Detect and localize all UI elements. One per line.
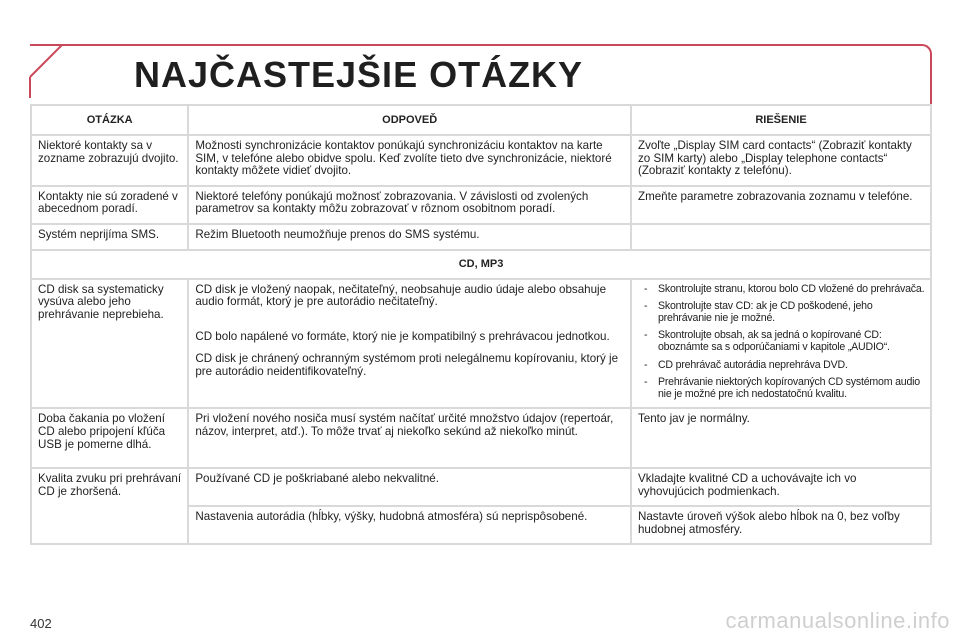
header-solution: RIEŠENIE <box>631 105 931 135</box>
table-row <box>31 468 931 506</box>
answer-paragraph: CD bolo napálené vo formáte, ktorý nie je kompatibilný s prehrávacou jednotkou. <box>195 329 610 343</box>
solution-cell: Zvoľte „Display SIM card contacts“ (Zobraziť kontakty zo SIM karty) alebo „Display telephone contacts“ (Zobraziť kontakty z telefónu). <box>631 135 931 186</box>
page-title: NAJČASTEJŠIE OTÁZKY <box>134 54 584 95</box>
table-row <box>31 279 931 409</box>
page-number: 402 <box>30 616 52 631</box>
question-cell: Kvalita zvuku pri prehrávaní CD je zhoršená. <box>31 468 188 544</box>
table-row <box>31 135 931 186</box>
question-cell: Kontakty nie sú zoradené v abecednom poradí. <box>31 186 188 224</box>
table-header-row <box>31 105 931 135</box>
answer-cell <box>188 279 631 409</box>
list-item: - Skontrolujte stav CD: ak je CD poškodené, jeho prehrávanie nie je možné. <box>638 301 925 324</box>
question-cell: Systém neprijíma SMS. <box>31 224 188 250</box>
watermark: carmanualsonline.info <box>725 608 950 633</box>
answer-cell: Niektoré telefóny ponúkajú možnosť zobrazovania. V závislosti od zvolených parametrov sa kontakty môžu zobrazovať v rôznom osobitnom poradí. <box>188 186 631 224</box>
faq-table <box>30 104 932 545</box>
answer-cell: Režim Bluetooth neumožňuje prenos do SMS systému. <box>188 224 631 250</box>
section-row-cd-mp3 <box>31 250 931 279</box>
header-question: OTÁZKA <box>31 105 188 135</box>
answer-cell: Používané CD je poškriabané alebo nekvalitné. <box>188 468 631 506</box>
list-item: - Skontrolujte obsah, ak sa jedná o kopírované CD: oboznámte sa s odporúčaniami v kapitole „AUDIO“. <box>638 330 925 353</box>
answer-paragraph: CD disk je vložený naopak, nečitateľný, neobsahuje audio údaje alebo obsahuje audio formát, ktorý je pre autorádio nečitateľný. <box>195 282 607 309</box>
question-cell: CD disk sa systematicky vysúva alebo jeho prehrávanie neprebieha. <box>31 279 188 409</box>
solution-cell <box>631 279 931 409</box>
table-row <box>31 186 931 224</box>
list-item: - Prehrávanie niektorých kopírovaných CD systémom audio nie je možné pre ich nedostatočnú kvalitu. <box>638 377 925 400</box>
solution-bullet-list <box>638 284 925 401</box>
section-title: CD, MP3 <box>31 250 931 279</box>
table-row <box>31 224 931 250</box>
solution-cell: Nastavte úroveň výšok alebo hĺbok na 0, bez voľby hudobnej atmosféry. <box>631 506 931 544</box>
solution-cell: Vkladajte kvalitné CD a uchovávajte ich vo vyhovujúcich podmienkach. <box>631 468 931 506</box>
solution-cell: Tento jav je normálny. <box>631 408 931 468</box>
answer-cell: Nastavenia autorádia (hĺbky, výšky, hudobná atmosféra) sú neprispôsobené. <box>188 506 631 544</box>
answer-cell: Pri vložení nového nosiča musí systém načítať určité množstvo údajov (repertoár, názov, interpret, atď.). To môže trvať aj niekoľko sekúnd až niekoľko minút. <box>188 408 631 468</box>
question-cell: Doba čakania po vložení CD alebo pripojení kľúča USB je pomerne dlhá. <box>31 408 188 468</box>
answer-cell: Možnosti synchronizácie kontaktov ponúkajú synchronizáciu kontaktov na karte SIM, v telefóne alebo obidve spolu. Keď zvolíte tieto dve synchronizácie, niektoré kontakty môžete vidieť dvojito. <box>188 135 631 186</box>
header-answer: ODPOVEĎ <box>188 105 631 135</box>
table-row <box>31 408 931 468</box>
answer-paragraph: CD disk je chránený ochranným systémom proti nelegálnemu kopírovaniu, ktorý je pre autorádio neidentifikovateľný. <box>195 352 619 378</box>
list-item: - CD prehrávač autorádia neprehráva DVD. <box>638 360 925 372</box>
solution-cell <box>631 224 931 250</box>
question-cell: Niektoré kontakty sa v zozname zobrazujú dvojito. <box>31 135 188 186</box>
faq-table-container <box>30 104 932 545</box>
list-item: - Skontrolujte stranu, ktorou bolo CD vložené do prehrávača. <box>638 284 925 296</box>
solution-cell: Zmeňte parametre zobrazovania zoznamu v telefóne. <box>631 186 931 224</box>
